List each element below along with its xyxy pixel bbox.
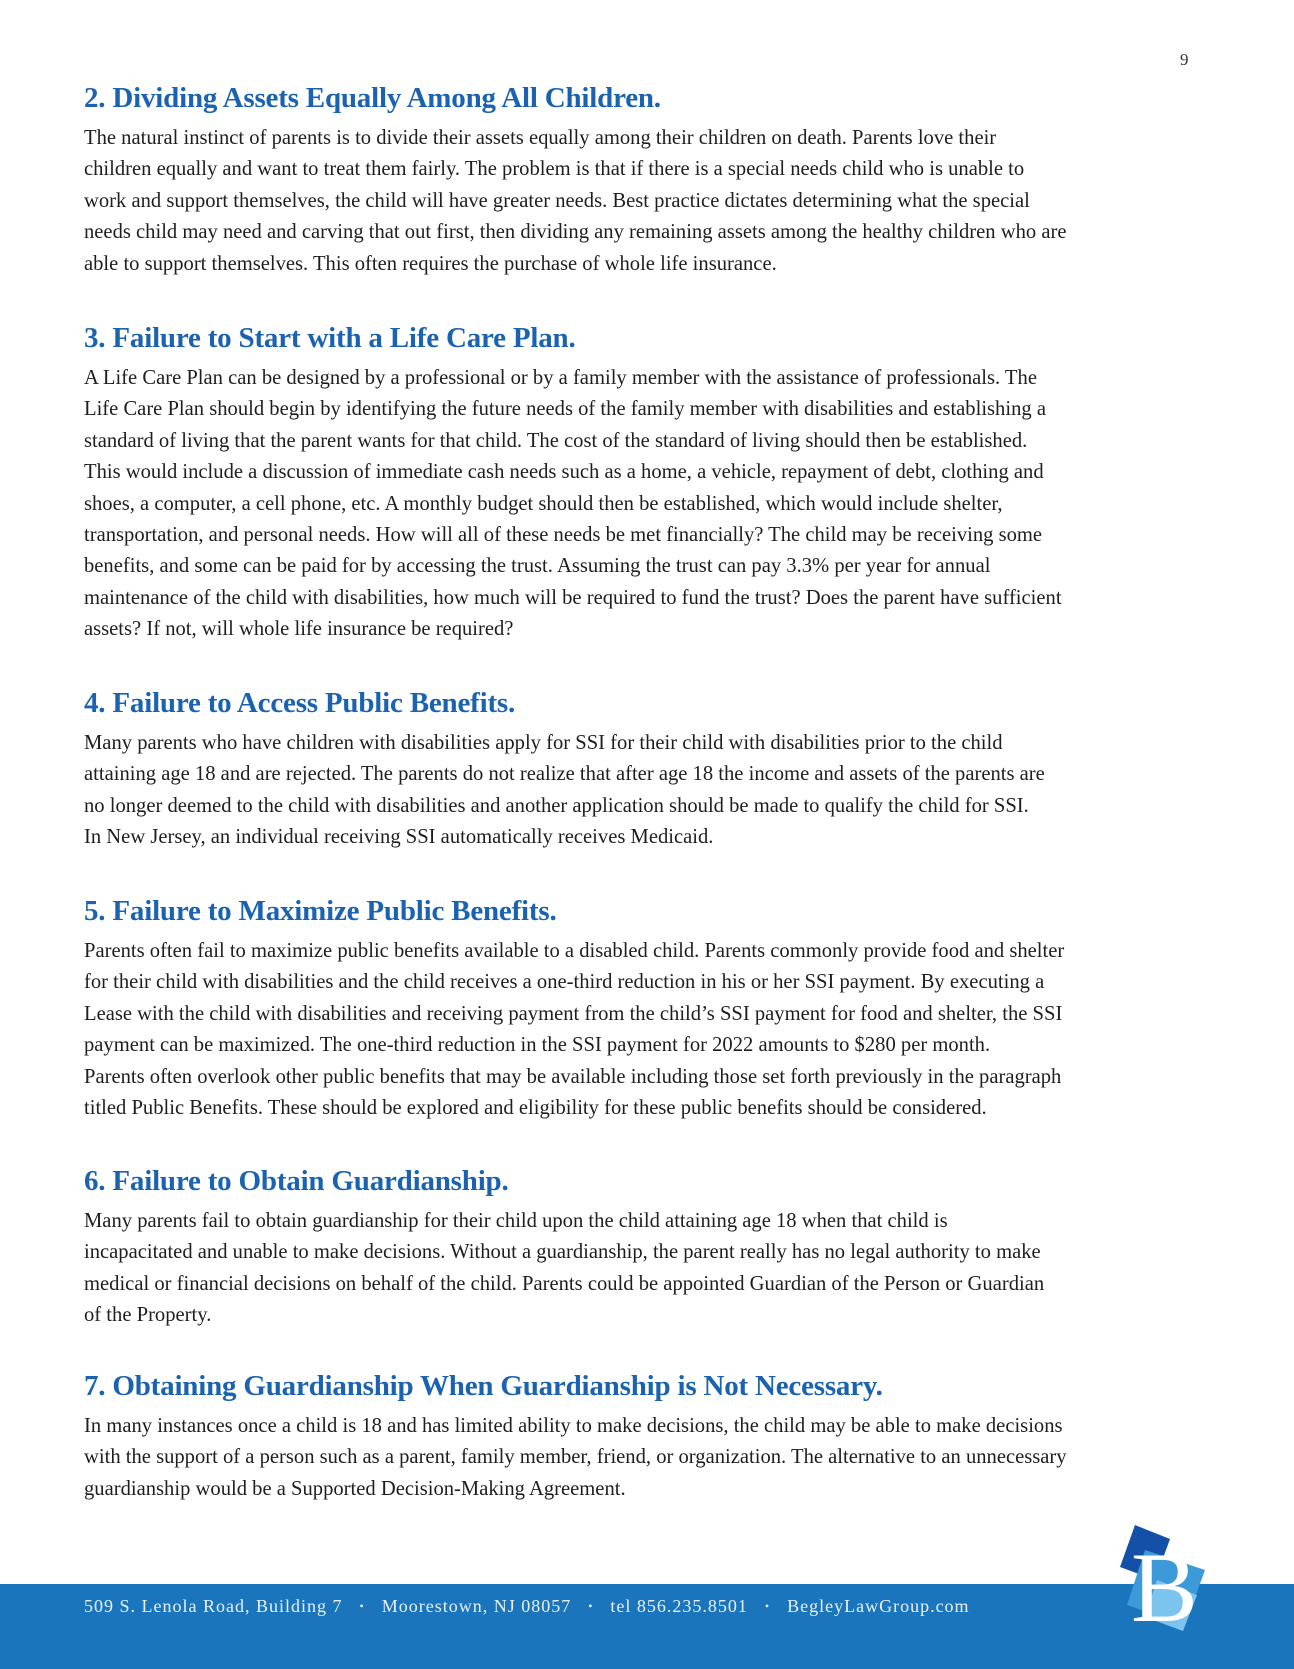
section-paragraph [84,936,1224,1124]
footer-phone: tel 856.235.8501 [610,1596,748,1616]
separator-dot: • [588,1599,594,1613]
paragraph-line: This would include a discussion of immediate cash needs such as a home, a vehicle, repayment of debt, clothing and [84,461,1044,484]
page-number: 9 [1180,50,1189,69]
paragraph-line: Life Care Plan should begin by identifying the future needs of the family member with disabilities and establishing a [84,398,1046,421]
section-paragraph [84,363,1224,646]
paragraph-line: In New Jersey, an individual receiving SSI automatically receives Medicaid. [84,826,714,849]
paragraph-line: benefits, and some can be paid for by accessing the trust. Assuming the trust can pay 3.3% per year for annual [84,555,991,578]
section [84,1162,1224,1332]
paragraph-line: for their child with disabilities and the child receives a one-third reduction in his or her SSI payment. By executing a [84,971,1045,994]
section-heading: 7. Obtaining Guardianship When Guardianship is Not Necessary. [84,1370,883,1402]
footer-city: Moorestown, NJ 08057 [381,1596,572,1616]
begley-logo [1115,1525,1215,1640]
section [84,319,1224,646]
paragraph-line: In many instances once a child is 18 and has limited ability to make decisions, the child may be able to make decisions [84,1415,1063,1437]
footer [0,1584,1294,1669]
paragraph-line: assets? If not, will whole life insurance be required? [84,618,514,641]
paragraph-line: needs child may need and carving that out first, then dividing any remaining assets among the healthy children who are [84,221,1067,244]
section-heading: 4. Failure to Access Public Benefits. [84,687,516,719]
paragraph-line: shoes, a computer, a cell phone, etc. A monthly budget should then be established, which would include shelter, [84,492,1003,515]
paragraph-line: with the support of a person such as a parent, family member, friend, or organization. The alternative to an unnecessary [84,1446,1067,1469]
paragraph-line: transportation, and personal needs. How will all of these needs be met financially? The child may be receiving some [84,524,1043,547]
paragraph-line: maintenance of the child with disabilities, how much will be required to fund the trust? Does the parent have sufficient [84,586,1062,609]
svg-text:B: B [1131,1532,1198,1640]
separator-dot: • [359,1599,365,1613]
paragraph-line: Many parents fail to obtain guardianship for their child upon the child attaining age 18 when that child is [84,1210,948,1232]
section-paragraph [84,1411,1224,1505]
paragraph-line: children equally and want to treat them fairly. The problem is that if there is a special needs child who is unable to [84,158,1025,181]
paragraph-line: Parents often overlook other public benefits that may be available including those set forth previously in the paragraph [84,1065,1062,1088]
paragraph-line: titled Public Benefits. These should be explored and eligibility for these public benefits should be considered. [84,1097,987,1120]
footer-website[interactable]: BegleyLawGroup.com [787,1596,970,1616]
section-heading: 6. Failure to Obtain Guardianship. [84,1165,509,1197]
paragraph-line: attaining age 18 and are rejected. The parents do not realize that after age 18 the income and assets of the parents are [84,763,1045,786]
section-paragraph [84,728,1224,854]
paragraph-line: no longer deemed to the child with disabilities and another application should be made to qualify the child for SSI. [84,794,1029,817]
section [84,892,1224,1124]
section-heading: 2. Dividing Assets Equally Among All Children. [84,82,661,114]
paragraph-line: incapacitated and unable to make decisions. Without a guardianship, the parent really has no legal authority to make [84,1241,1041,1264]
paragraph-line: medical or financial decisions on behalf of the child. Parents could be appointed Guardian of the Person or Guardian [84,1272,1045,1295]
section [84,79,1224,280]
section [84,1367,1224,1505]
paragraph-line: The natural instinct of parents is to divide their assets equally among their children on death. Parents love their [84,127,997,149]
paragraph-line: A Life Care Plan can be designed by a professional or by a family member with the assistance of professionals. The [84,367,1037,389]
section-heading: 5. Failure to Maximize Public Benefits. [84,895,557,927]
section-paragraph [84,1206,1224,1332]
footer-contact [84,1596,970,1617]
paragraph-line: of the Property. [84,1304,212,1327]
paragraph-line: Many parents who have children with disabilities apply for SSI for their child with disabilities prior to the child [84,732,1003,754]
paragraph-line: Parents often fail to maximize public benefits available to a disabled child. Parents commonly provide food and shelter [84,940,1065,962]
paragraph-line: payment can be maximized. The one-third reduction in the SSI payment for 2022 amounts to $280 per month. [84,1034,991,1057]
footer-address: 509 S. Lenola Road, Building 7 [84,1596,343,1616]
section [84,684,1224,854]
paragraph-line: standard of living that the parent wants for that child. The cost of the standard of living should then be established. [84,429,1028,452]
paragraph-line: able to support themselves. This often requires the purchase of whole life insurance. [84,252,777,275]
paragraph-line: Lease with the child with disabilities and receiving payment from the child’s SSI payment for food and shelter, the SSI [84,1002,1063,1025]
section-paragraph [84,123,1224,280]
separator-dot: • [764,1599,771,1613]
section-heading: 3. Failure to Start with a Life Care Plan. [84,322,576,354]
paragraph-line: guardianship would be a Supported Decision-Making Agreement. [84,1477,626,1500]
paragraph-line: work and support themselves, the child will have greater needs. Best practice dictates determining what the special [84,189,1030,212]
